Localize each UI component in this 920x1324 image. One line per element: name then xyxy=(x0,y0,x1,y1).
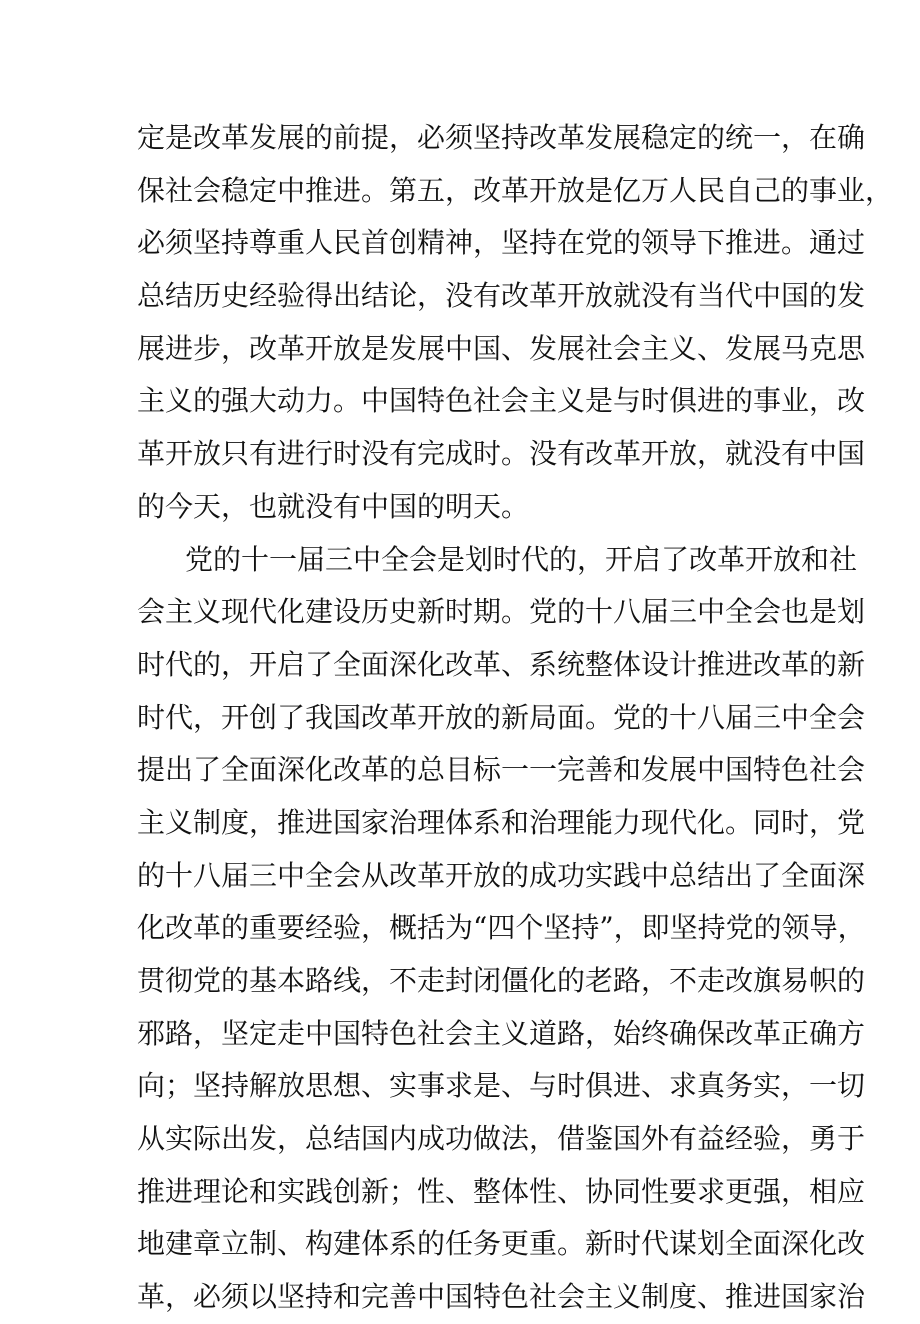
text-line: 贯彻党的基本路线，不走封闭僵化的老路，不走改旗易帜的 xyxy=(137,964,866,997)
text-line: 从实际出发，总结国内成功做法，借鉴国外有益经验，勇于 xyxy=(137,1122,866,1156)
text-line: 地建章立制、构建体系的任务更重。新时代谋划全面深化改 xyxy=(137,1227,866,1261)
text-line: 化改革的重要经验，概括为“四个坚持”，即坚持党的领导， xyxy=(137,911,866,945)
text-line: 会主义现代化建设历史新时期。党的十八届三中全会也是划 xyxy=(137,595,866,629)
text-line: 时代的，开启了全面深化改革、系统整体设计推进改革的新 xyxy=(137,647,866,681)
text-line: 邪路，坚定走中国特色社会主义道路，始终确保改革正确方 xyxy=(137,1016,866,1050)
text-line: 革，必须以坚持和完善中国特色社会主义制度、推进国家治 xyxy=(137,1280,866,1314)
text-line: 定是改革发展的前提，必须坚持改革发展稳定的统一，在确 xyxy=(137,121,866,154)
text-line: 时代，开创了我国改革开放的新局面。党的十八届三中全会 xyxy=(137,700,866,734)
paragraph-first-line: 党的十一届三中全会是划时代的，开启了改革开放和社 xyxy=(185,542,858,576)
text-line: 必须坚持尊重人民首创精神，坚持在党的领导下推进。通过 xyxy=(137,226,866,260)
text-line: 推进理论和实践创新；性、整体性、协同性要求更强，相应 xyxy=(137,1174,866,1208)
body-text xyxy=(137,112,894,1324)
text-line: 的今天，也就没有中国的明天。 xyxy=(137,489,530,523)
text-line: 主义的强大动力。中国特色社会主义是与时俱进的事业，改 xyxy=(137,384,866,418)
text-line: 总结历史经验得出结论，没有改革开放就没有当代中国的发 xyxy=(137,279,866,313)
text-line: 展进步，改革开放是发展中国、发展社会主义、发展马克思 xyxy=(137,331,866,365)
text-line: 提出了全面深化改革的总目标一一完善和发展中国特色社会 xyxy=(137,753,866,787)
text-line: 主义制度，推进国家治理体系和治理能力现代化。同时，党 xyxy=(137,805,866,839)
text-line: 保社会稳定中推进。第五，改革开放是亿万人民自己的事业， xyxy=(137,173,894,207)
text-line: 的十八届三中全会从改革开放的成功实践中总结出了全面深 xyxy=(137,858,866,892)
text-line: 革开放只有进行时没有完成时。没有改革开放，就没有中国 xyxy=(137,437,866,471)
text-line: 向；坚持解放思想、实事求是、与时俱进、求真务实，一切 xyxy=(137,1069,866,1103)
